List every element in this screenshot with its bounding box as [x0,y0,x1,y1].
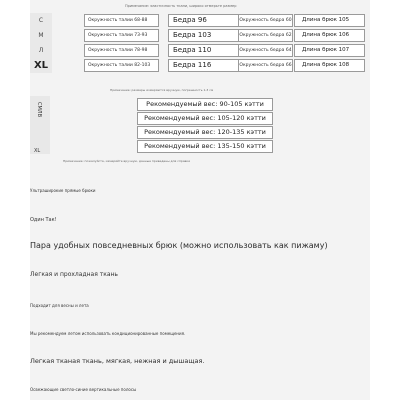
waist-cell: Окружность талии 73-93 [84,29,159,42]
bottom-note: Примечание: пожалуйста, измеряйте вручную, данные приведены для справки [63,159,191,163]
desc-line: Легкая и прохладная ткань [30,271,118,278]
hip-cell: Бедра 110 [168,44,242,57]
size-label: М [30,28,52,43]
product-size-sheet [30,0,370,400]
desc-line: Подходит для весны и лета [30,303,89,308]
middle-note: Примечание: размеры измеряются вручную, погрешность 1-3 см [110,88,214,92]
weight-size-extra: XL [34,148,41,154]
hip-cell: Бедра 96 [168,14,242,27]
length-cell: Длина брюк 106 [294,29,365,42]
desc-line: Пара удобных повседневных брюк (можно использовать как пижаму) [30,241,328,250]
size-label: XL [30,58,52,73]
thigh-cell: Окружность бедра 62 [238,29,293,42]
desc-line: Освежающие светло-синие вертикальные полосы [30,387,137,392]
size-label: С [30,13,52,28]
size-row [30,58,370,73]
weight-table [30,96,370,154]
desc-line: Мы рекомендуем летом использовать кондиционированные помещения. [30,331,186,336]
length-cell: Длина брюк 105 [294,14,365,27]
desc-line: Ультраширокие прямые брюки [30,188,96,193]
hip-cell: Бедра 103 [168,29,242,42]
desc-line: Легкая тканая ткань, мягкая, нежная и дышащая. [30,357,205,365]
desc-line: Один Так! [30,217,57,223]
weight-size-label: СМЛВ [36,102,42,117]
waist-cell: Окружность талии 82-103 [84,59,159,72]
size-table [30,13,370,73]
length-cell: Длина брюк 107 [294,44,365,57]
size-row [30,28,370,43]
weight-row: Рекомендуемый вес: 120-135 кэтти [137,126,273,139]
top-note: Примечание: эластичность ткани, широко отмерьте размер [125,4,237,8]
thigh-cell: Окружность бедра 66 [238,59,293,72]
weight-size-column [30,96,50,154]
length-cell: Длина брюк 108 [294,59,365,72]
weight-row: Рекомендуемый вес: 135-150 кэтти [137,140,273,153]
weight-row: Рекомендуемый вес: 105-120 кэтти [137,112,273,125]
waist-cell: Окружность талии 78-98 [84,44,159,57]
size-row [30,13,370,28]
hip-cell: Бедра 116 [168,59,242,72]
waist-cell: Окружность талии 68-88 [84,14,159,27]
thigh-cell: Окружность бедра 60 [238,14,293,27]
size-row [30,43,370,58]
weight-row: Рекомендуемый вес: 90-105 кэтти [137,98,273,111]
thigh-cell: Окружность бедра 64 [238,44,293,57]
size-label: Л [30,43,52,58]
